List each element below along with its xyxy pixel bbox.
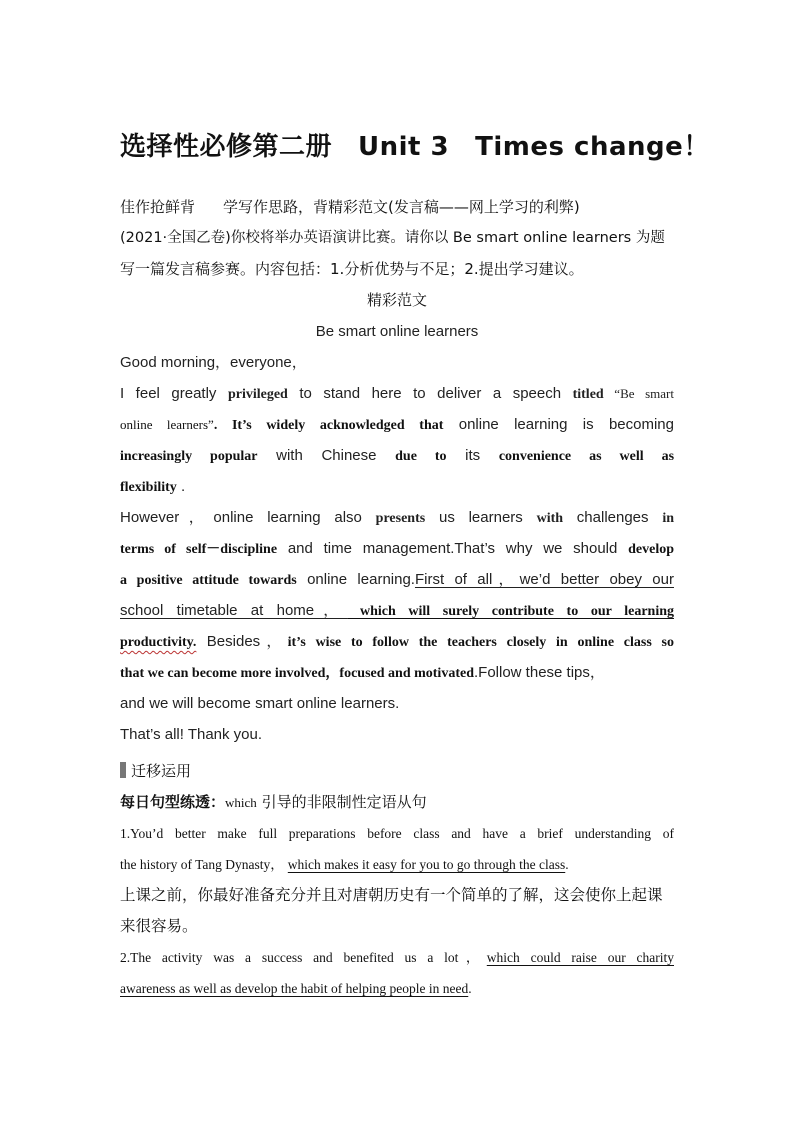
essay-greeting: Good morning，everyone， [120, 354, 307, 371]
section-marker-icon [120, 762, 126, 778]
essay-p1-line: I feel greatly privileged to stand here to deliver a speech titled “Be smart [120, 385, 674, 402]
sentence-1-translation: 来很容易。 [120, 917, 198, 935]
essay-p1-line: increasingly popular with Chinese due to its convenience as well as [120, 447, 674, 464]
essay-p2-line: terms of self－discipline and time management.That’s why we should develop [120, 540, 674, 557]
task-line-2: 写一篇发言稿参赛。内容包括：1.分析优势与不足；2.提出学习建议。 [120, 260, 584, 278]
daily-pattern: 每日句型练透：which 引导的非限制性定语从句 [120, 793, 427, 811]
task-line-1: (2021·全国乙卷)你校将举办英语演讲比赛。请你以 Be smart online learners 为题 [120, 230, 665, 246]
sentence-2-line: 2.The activity was a success and benefited us a lot，which could raise our charity [120, 950, 674, 965]
essay-p2-line: However，online learning also presents us learners with challenges in [120, 509, 674, 526]
essay-closing: That’s all! Thank you. [120, 726, 263, 743]
essay-p2-line: school timetable at home， which will surely contribute to our learning [120, 602, 674, 619]
sentence-1-translation: 上课之前，你最好准备充分并且对唐朝历史有一个简单的了解，这会使你上起课 [120, 886, 663, 904]
sentence-1-line: 1.You’d better make full preparations before class and have a brief understanding of [120, 826, 674, 841]
title-unit: Unit 3 [358, 132, 450, 162]
essay-p2-line: and we will become smart online learners. [120, 695, 400, 712]
sentence-1-line: the history of Tang Dynasty， which makes it easy for you to go through the class. [120, 857, 569, 872]
title-topic: Times change！ [475, 132, 710, 162]
intro-desc: 学写作思路，背精彩范文(发言稿——网上学习的利弊) [223, 198, 580, 216]
essay-p1-line: online learners”. It’s widely acknowledged that online learning is becoming [120, 416, 674, 433]
essay-p2-line: productivity. Besides，it’s wise to follow the teachers closely in online class so [120, 633, 674, 650]
model-heading: 精彩范文 [366, 291, 427, 309]
intro-section [120, 192, 674, 1004]
essay-title: Be smart online learners [315, 323, 479, 340]
essay-p2-line: that we can become more involved，focused and motivated.Follow these tips， [120, 664, 605, 681]
practice-heading: 迁移运用 [120, 756, 674, 787]
essay-p2-line: a positive attitude towards online learning.First of all，we’d better obey our [120, 571, 674, 588]
title-cn: 选择性必修第二册 [120, 132, 333, 162]
intro-label: 佳作抢鲜背 [120, 198, 196, 216]
sentence-2-line: awareness as well as develop the habit of helping people in need. [120, 981, 472, 996]
essay-p1-line: flexibility . [120, 478, 186, 495]
page-title [120, 126, 720, 163]
intro-header [120, 192, 674, 223]
